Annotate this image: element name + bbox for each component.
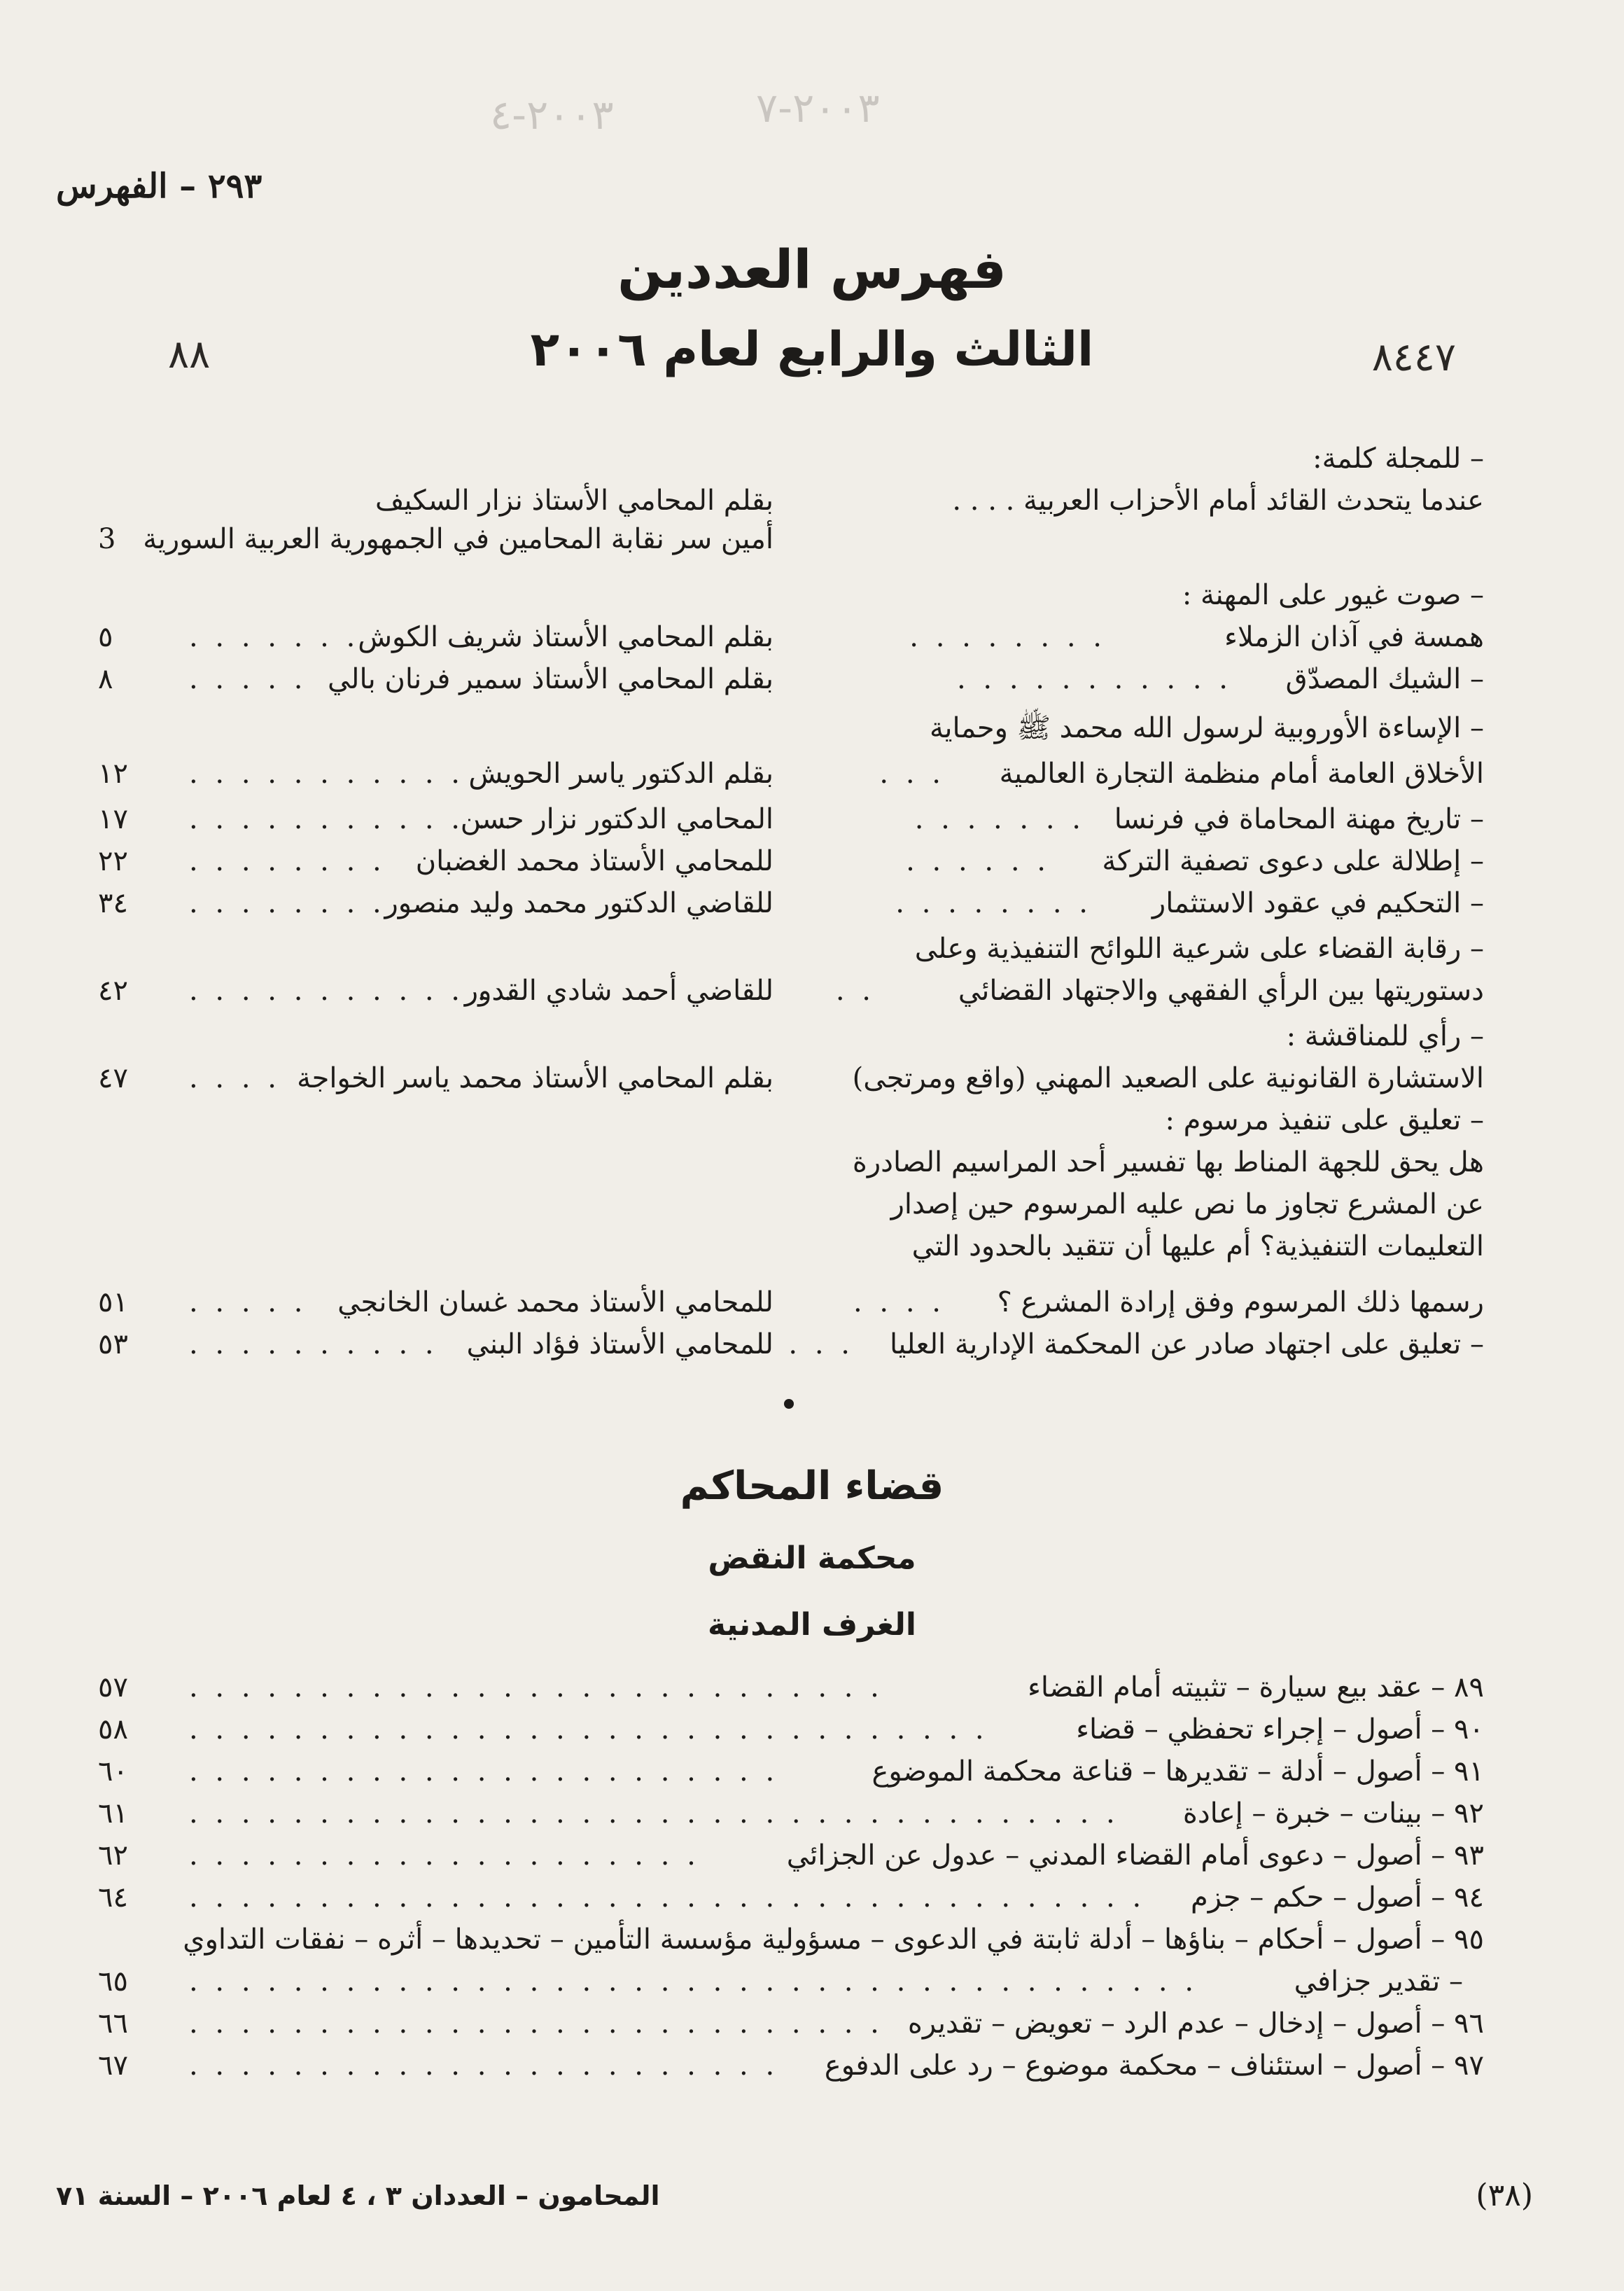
entry-page: 3 [98, 523, 116, 555]
running-head: ٢٩٣ – الفهرس [56, 167, 262, 206]
entry-page: ٦٢ [98, 1839, 128, 1872]
entry-author: للمحامي الأستاذ محمد غسان الخانجي [337, 1286, 774, 1318]
entry-page: ٣٤ [98, 887, 128, 919]
case-entry: ٩٣ – أصول – دعوى أمام القضاء المدني – عدول عن الجزائي . . . . . . . . . . . . . . . . . . . . ٦٢ [98, 1834, 1484, 1876]
entry-author: المحامي الدكتور نزار حسن [460, 803, 774, 835]
entry-author: بقلم المحامي الأستاذ شريف الكوش [358, 621, 774, 653]
entry-page: ٥٣ [98, 1328, 128, 1360]
toc-entry: الأخلاق العامة أمام منظمة التجارة العالمية . . . بقلم الدكتور ياسر الحويش . . . . . . . . . . . ١٢ [98, 753, 1484, 795]
toc-entry: الاستشارة القانونية على الصعيد المهني (واقع ومرتجى) بقلم المحامي الأستاذ محمد ياسر الخواجة . . . . ٤٧ [98, 1057, 1484, 1099]
entry-page: ٥ [98, 621, 113, 653]
entry-page: ٢٢ [98, 845, 128, 877]
entry-page: ٦١ [98, 1797, 128, 1830]
entry-title: الاستشارة القانونية على الصعيد المهني (واقع ومرتجى) [852, 1062, 1484, 1094]
entry-page: ٨ [98, 663, 113, 695]
entry-author: بقلم المحامي الأستاذ محمد ياسر الخواجة [297, 1062, 774, 1094]
entry-title: همسة في آذان الزملاء [1224, 621, 1484, 653]
toc-entry: دستوريتها بين الرأي الفقهي والاجتهاد القضائي . . للقاضي أحمد شادي القدور . . . . . . . . . . . . . ٤٢ [98, 970, 1484, 1012]
entry-page: ١٢ [98, 758, 128, 790]
entry-title: دستوريتها بين الرأي الفقهي والاجتهاد القضائي [958, 975, 1484, 1007]
toc-entry: هل يحق للجهة المناط بها تفسير أحد المراسيم الصادرة [852, 1146, 1484, 1178]
toc-entry: – إطلالة على دعوى تصفية التركة . . . . . . للمحامي الأستاذ محمد الغضبان . . . . . . . . ٢٢ [98, 840, 1484, 882]
bleed-through-mark: ٢٠٠٣-٤ [490, 91, 614, 139]
journal-info: المحامون – العددان ٣ ، ٤ لعام ٢٠٠٦ – السنة ٧١ [56, 2180, 660, 2211]
entry-page: ٦٧ [98, 2049, 128, 2082]
toc-entry: – الشيك المصدّق . . . . . . . . . . . بقلم المحامي الأستاذ سمير فرنان بالي . . . . . ٨ [98, 658, 1484, 700]
toc-entry [98, 480, 1484, 522]
entry-page: ٦٥ [98, 1965, 128, 1998]
entry-title: عندما يتحدث القائد أمام الأحزاب العربية . . . . [952, 485, 1484, 517]
toc-entry: همسة في آذان الزملاء . . . . . . . . بقلم المحامي الأستاذ شريف الكوش . . . . . . . ٥ [98, 616, 1484, 658]
entry-page: ٥٨ [98, 1713, 128, 1746]
entry-title: الأخلاق العامة أمام منظمة التجارة العالمية [999, 758, 1484, 790]
toc-entry: التعليمات التنفيذية؟ أم عليها أن تتقيد بالحدود التي [911, 1230, 1484, 1262]
court-name: محكمة النقض [708, 1540, 916, 1576]
page-number: (٣٨) [1476, 2178, 1533, 2213]
entry-page: ٤٧ [98, 1062, 128, 1094]
handwritten-number-left: ٨٨ [168, 332, 211, 377]
entry-page: ٦٠ [98, 1755, 128, 1788]
case-entry: – تقدير جزافي . . . . . . . . . . . . . . . . . . . . . . . . . . . . . . . . . . . . . . . ٦٥ [98, 1961, 1484, 2003]
case-entry: ٨٩ – عقد بيع سيارة – تثبيته أمام القضاء . . . . . . . . . . . . . . . . . . . . . . . . . . . ٥٧ [98, 1666, 1484, 1708]
toc-entry: – تاريخ مهنة المحاماة في فرنسا . . . . . . . المحامي الدكتور نزار حسن . . . . . . . . . . . . . ١٧ [98, 798, 1484, 840]
section-heading: – صوت غيور على المهنة : [1182, 579, 1484, 611]
entry-author: بقلم المحامي الأستاذ سمير فرنان بالي [327, 663, 774, 695]
section-divider-dot [784, 1399, 794, 1409]
toc-entry [98, 518, 1484, 560]
chamber-name: الغرف المدنية [708, 1607, 916, 1643]
entry-title: – تعليق على اجتهاد صادر عن المحكمة الإدارية العليا [890, 1328, 1484, 1360]
entry-title: – التحكيم في عقود الاستثمار [1152, 887, 1484, 919]
case-entry: ٩٧ – أصول – استئناف – محكمة موضوع – رد على الدفوع . . . . . . . . . . . . . . . . . . . . . . . ٦٧ [98, 2045, 1484, 2087]
section-heading: – رأي للمناقشة : [1286, 1020, 1484, 1052]
section-heading: – تعليق على تنفيذ مرسوم : [1165, 1104, 1484, 1136]
entry-author: بقلم الدكتور ياسر الحويش [468, 758, 774, 790]
entry-author-role: أمين سر نقابة المحامين في الجمهورية العربية السورية [143, 523, 774, 555]
entry-title: – رقابة القضاء على شرعية اللوائح التنفيذية وعلى [914, 933, 1484, 965]
toc-entry: رسمها ذلك المرسوم وفق إرادة المشرع ؟ . . . . للمحامي الأستاذ محمد غسان الخانجي . . . . . ٥١ [98, 1281, 1484, 1323]
entry-page: ٤٢ [98, 975, 128, 1007]
entry-page: ٥١ [98, 1286, 128, 1318]
case-entry: ٩٢ – بينات – خبرة – إعادة . . . . . . . . . . . . . . . . . . . . . . . . . . . . . . . . . . . . ٦١ [98, 1792, 1484, 1834]
toc-entry [98, 928, 1484, 970]
entry-author: للقاضي الدكتور محمد وليد منصور [384, 887, 774, 919]
handwritten-number-right: ٨٤٤٧ [1371, 335, 1456, 380]
entry-author: بقلم المحامي الأستاذ نزار السكيف [375, 485, 774, 517]
entry-page: ٦٤ [98, 1881, 128, 1914]
entry-page: ٥٧ [98, 1671, 128, 1704]
entry-title: – إطلالة على دعوى تصفية التركة [1102, 845, 1484, 877]
bleed-through-mark: ٢٠٠٣-٧ [756, 84, 880, 132]
entry-author: للمحامي الأستاذ فؤاد البني [466, 1328, 774, 1360]
entry-title: – تاريخ مهنة المحاماة في فرنسا [1114, 803, 1484, 835]
case-entry: ٩٠ – أصول – إجراء تحفظي – قضاء . . . . . . . . . . . . . . . . . . . . . . . . . . . . . . . ٥٨ [98, 1708, 1484, 1750]
entry-page: ٦٦ [98, 2007, 128, 2040]
toc-entry: – التحكيم في عقود الاستثمار . . . . . . . . للقاضي الدكتور محمد وليد منصور . . . . . . . . ٣٤ [98, 882, 1484, 924]
toc-entry: عن المشرع تجاوز ما نص عليه المرسوم حين إصدار [890, 1188, 1484, 1220]
case-entry: ٩٥ – أصول – أحكام – بناؤها – أدلة ثابتة في الدعوى – مسؤولية مؤسسة التأمين – تحديدها – أثره – نفقات التداوي [183, 1923, 1484, 1956]
toc-entry [98, 707, 1484, 749]
case-entry: ٩٤ – أصول – حكم – جزم . . . . . . . . . . . . . . . . . . . . . . . . . . . . . . . . . . . . . ٦٤ [98, 1876, 1484, 1919]
section-title: قضاء المحاكم [680, 1463, 944, 1509]
toc-entry: – تعليق على اجتهاد صادر عن المحكمة الإدارية العليا . . . للمحامي الأستاذ فؤاد البني . . . . . . . . . . ٥٣ [98, 1323, 1484, 1365]
page-footer [56, 2178, 1533, 2220]
entry-author: للمحامي الأستاذ محمد الغضبان [415, 845, 774, 877]
page-subtitle: الثالث والرابع لعام ٢٠٠٦ [530, 322, 1094, 377]
entry-title: – الشيك المصدّق [1285, 663, 1484, 695]
section-heading: – للمجلة كلمة: [1312, 443, 1484, 475]
page-title: فهرس العددين [617, 238, 1007, 300]
entry-page: ١٧ [98, 803, 128, 835]
entry-title: – الإساءة الأوروبية لرسول الله محمد ﷺ وحماية [929, 712, 1484, 744]
case-entry: ٩١ – أصول – أدلة – تقديرها – قناعة محكمة الموضوع . . . . . . . . . . . . . . . . . . . . . . . ٦٠ [98, 1750, 1484, 1792]
case-entry: ٩٦ – أصول – إدخال – عدم الرد – تعويض – تقديره . . . . . . . . . . . . . . . . . . . . . . . . . . . ٦٦ [98, 2003, 1484, 2045]
entry-author: للقاضي أحمد شادي القدور [464, 975, 774, 1007]
